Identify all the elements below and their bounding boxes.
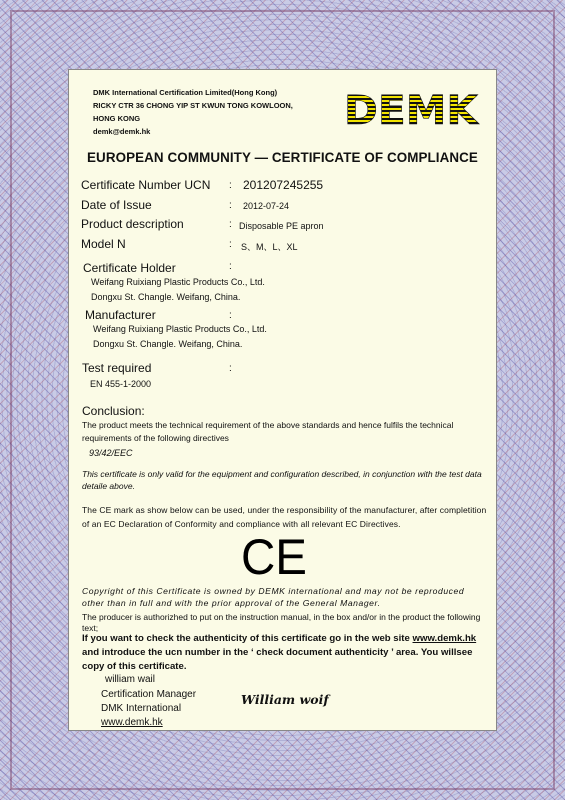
issuer-address-line1: RICKY CTR 36 CHONG YIP ST KWUN TONG KOWLOON, — [93, 101, 293, 110]
test-colon: : — [229, 363, 232, 374]
manufacturer-line2: Dongxu St. Changle. Weifang, China. — [93, 339, 243, 349]
date-colon: : — [229, 200, 232, 211]
model-label: Model N — [81, 237, 126, 251]
holder-line2: Dongxu St. Changle. Weifang, China. — [91, 292, 241, 302]
page-title: EUROPEAN COMMUNITY — CERTIFICATE OF COMPLIANCE — [87, 150, 478, 165]
producer-note: The producer is authorizhed to put on the instruction manual, in the box and/or in the product the following text; — [82, 612, 481, 633]
product-value: Disposable PE apron — [239, 221, 324, 231]
ce-mark-text: CE — [241, 531, 307, 579]
holder-line1: Weifang Ruixiang Plastic Products Co., Ltd. — [91, 277, 265, 287]
model-value: S、M、L、XL — [241, 242, 298, 252]
ucn-value: 201207245255 — [243, 178, 324, 192]
copyright-note: Copyright of this Certificate is owned by DEMK international and may not be reproduced other than in full and with the prior approval of the General Manager. — [82, 586, 465, 608]
test-label: Test required — [82, 361, 152, 375]
manufacturer-line1: Weifang Ruixiang Plastic Products Co., Ltd. — [93, 324, 267, 334]
signatory-name: william wail — [105, 674, 156, 685]
issuer-address-line2: HONG KONG — [93, 114, 141, 123]
model-colon: : — [229, 239, 232, 250]
conclusion-text: The product meets the technical requirement of the above standards and hence fulfils the technical requirements of the following directives — [82, 420, 454, 443]
date-value: 2012-07-24 — [243, 201, 290, 211]
check-text-2: and introduce the ucn number in the ‘ check document authenticity ’ area. You willsee copy of this certificate. — [82, 647, 473, 672]
demk-logo — [341, 90, 481, 130]
signatory-site-link[interactable]: www.demk.hk — [101, 717, 163, 728]
demk-website-link[interactable]: www.demk.hk — [412, 633, 477, 644]
signature: William woif — [241, 692, 329, 707]
directive: 93/42/EEC — [89, 448, 133, 458]
logo-text: DEMK — [344, 90, 481, 130]
date-label: Date of Issue — [81, 198, 152, 212]
validity-note: This certificate is only valid for the equipment and configuration described, in conjunction with the test data detaile above. — [82, 469, 482, 491]
ce-text: The CE mark as show below can be used, under the responsibility of the manufacturer, after completition of an EC Declaration of Conformity and compliance with all relevant EC Directives. — [82, 505, 487, 529]
manufacturer-label: Manufacturer — [85, 308, 156, 322]
product-label: Product description — [81, 217, 184, 231]
signatory-title: Certification Manager — [101, 689, 197, 700]
product-colon: : — [229, 219, 232, 230]
holder-label: Certificate Holder — [83, 261, 176, 275]
ucn-label: Certificate Number UCN — [81, 178, 211, 192]
conclusion-label: Conclusion: — [82, 404, 145, 418]
issuer-name: DMK International Certification Limited(Hong Kong) — [93, 88, 278, 97]
certificate-body — [68, 69, 497, 731]
authenticity-check — [82, 632, 487, 674]
holder-colon: : — [229, 261, 232, 272]
test-value: EN 455-1-2000 — [90, 379, 152, 389]
check-text-1: If you want to check the authenticity of this certificate go in the web site — [82, 633, 410, 644]
manufacturer-colon: : — [229, 310, 232, 321]
ce-mark — [239, 531, 309, 579]
issuer-email: demk@demk.hk — [93, 127, 151, 136]
ucn-colon: : — [229, 180, 232, 191]
signatory-org: DMK International — [101, 703, 182, 714]
issuer-address — [93, 86, 293, 138]
